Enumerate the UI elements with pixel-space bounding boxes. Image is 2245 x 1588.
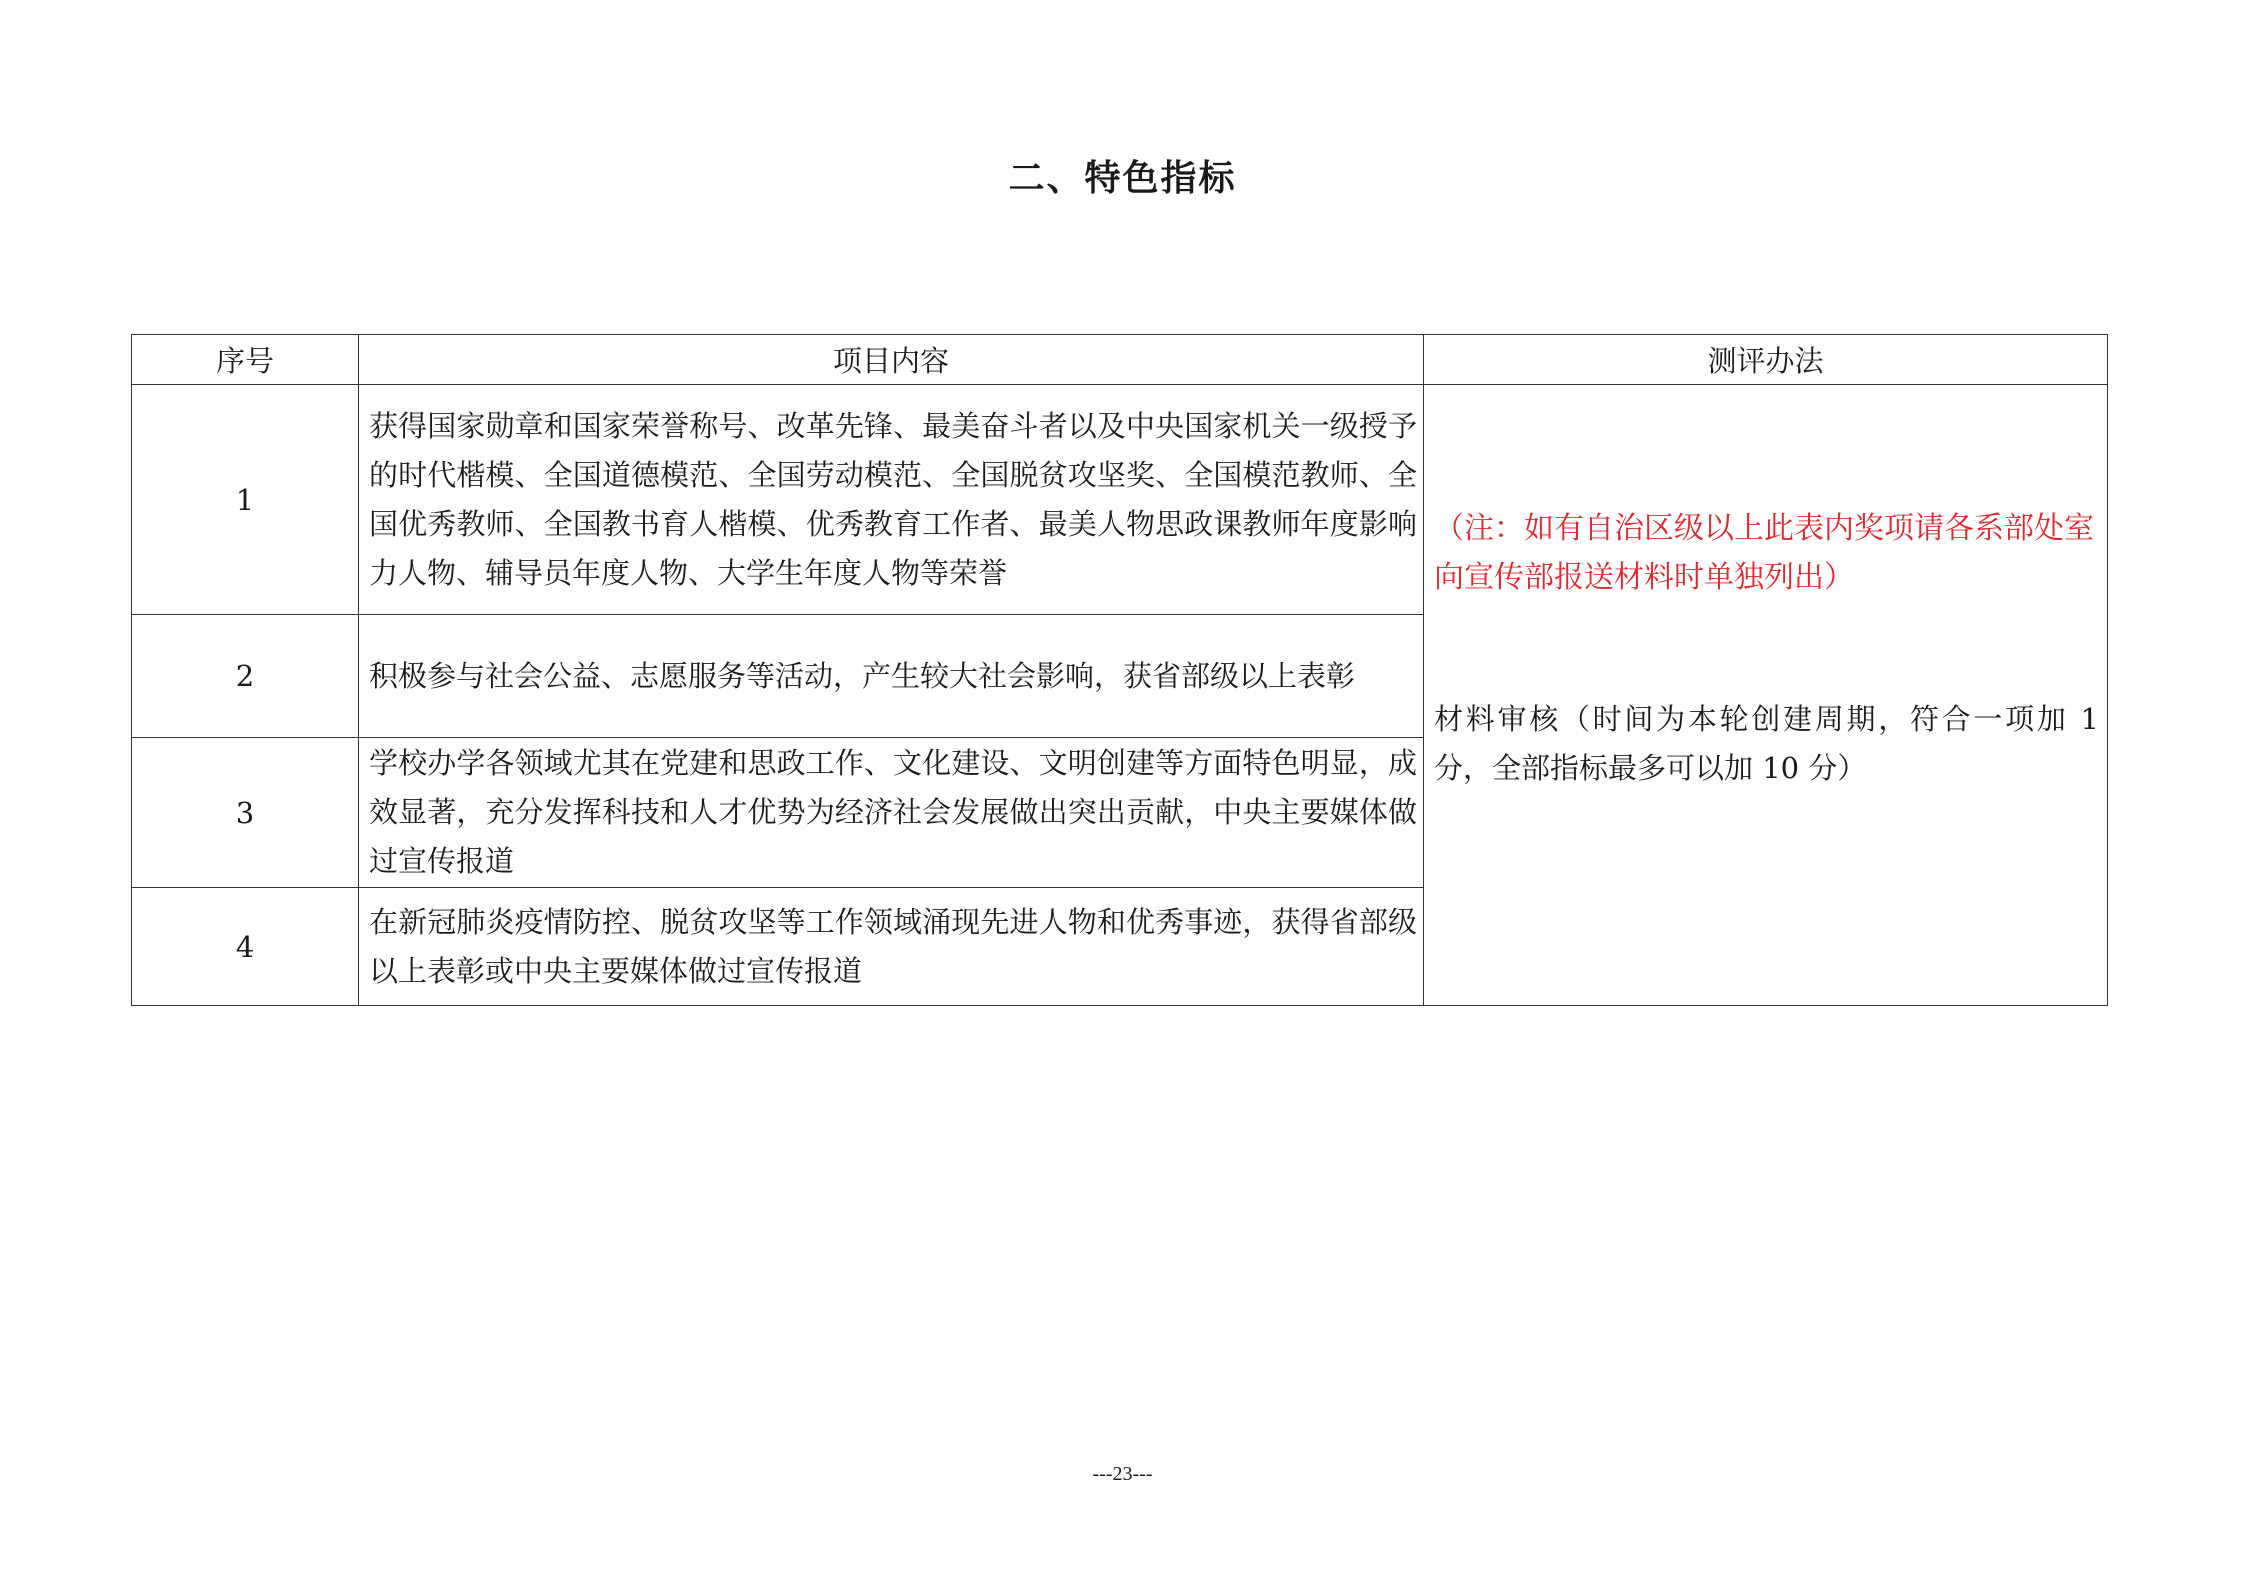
row-content: 学校办学各领域尤其在党建和思政工作、文化建设、文明创建等方面特色明显，成效显著，充分发挥科技和人才优势为经济社会发展做出突出贡献，中央主要媒体做过宣传报道	[359, 738, 1424, 888]
row-content: 积极参与社会公益、志愿服务等活动，产生较大社会影响，获省部级以上表彰	[359, 615, 1424, 738]
table-header-row	[132, 335, 2108, 385]
header-content: 项目内容	[359, 335, 1424, 385]
row-number: 4	[132, 888, 359, 1006]
row-number: 2	[132, 615, 359, 738]
page-number: ---23---	[1092, 1463, 1153, 1485]
page-title: 二、特色指标	[1008, 158, 1237, 199]
row-number: 3	[132, 738, 359, 888]
indicator-table	[131, 334, 2108, 1006]
table-row	[132, 385, 2108, 615]
header-number: 序号	[132, 335, 359, 385]
row-content: 获得国家勋章和国家荣誉称号、改革先锋、最美奋斗者以及中央国家机关一级授予的时代楷模、全国道德模范、全国劳动模范、全国脱贫攻坚奖、全国模范教师、全国优秀教师、全国教书育人楷模、优秀教育工作者、最美人物思政课教师年度影响力人物、辅导员年度人物、大学生年度人物等荣誉	[359, 385, 1424, 615]
method-text: 材料审核（时间为本轮创建周期，符合一项加 1 分，全部指标最多可以加 10 分）	[1434, 702, 2099, 785]
header-method: 测评办法	[1424, 335, 2108, 385]
row-number: 1	[132, 385, 359, 615]
method-cell	[1424, 385, 2108, 1006]
row-content: 在新冠肺炎疫情防控、脱贫攻坚等工作领域涌现先进人物和优秀事迹，获得省部级以上表彰或中央主要媒体做过宣传报道	[359, 888, 1424, 1006]
method-note: （注：如有自治区级以上此表内奖项请各系部处室向宣传部报送材料时单独列出）	[1434, 511, 2094, 595]
